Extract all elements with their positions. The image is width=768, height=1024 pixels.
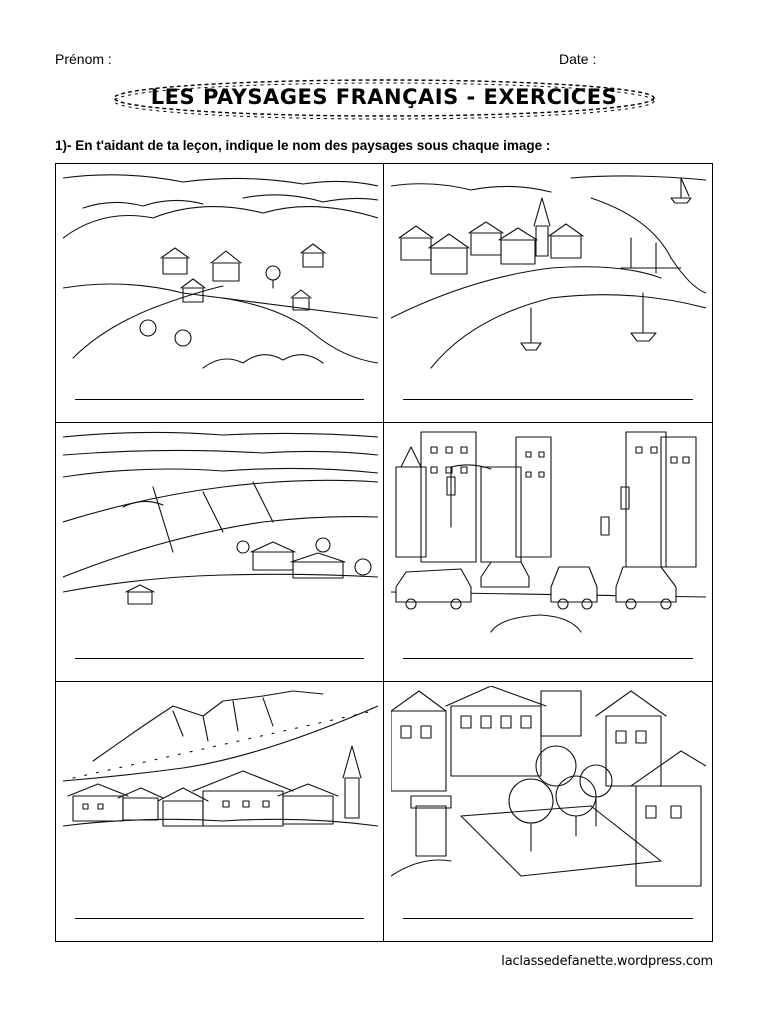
footer-credit: laclassedefanette.wordpress.com	[501, 954, 713, 969]
mountain-ski-village-illustration	[63, 686, 378, 896]
village-countryside-illustration	[63, 168, 378, 378]
answer-line-2[interactable]	[403, 399, 693, 400]
prenom-label: Prénom :	[55, 51, 112, 67]
question-1: 1)- En t'aidant de ta leçon, indique le nom des paysages sous chaque image :	[55, 138, 551, 153]
answer-line-1[interactable]	[75, 399, 364, 400]
exercise-grid	[55, 163, 713, 942]
answer-line-6[interactable]	[403, 918, 693, 919]
exercise-cell-2	[384, 164, 712, 423]
exercise-cell-6	[384, 682, 712, 941]
title-banner	[110, 78, 658, 122]
date-label: Date :	[559, 51, 597, 67]
exercise-cell-5	[56, 682, 384, 941]
exercise-cell-4	[384, 423, 712, 682]
town-square-illustration	[391, 686, 706, 896]
answer-line-4[interactable]	[403, 658, 693, 659]
answer-line-5[interactable]	[75, 918, 364, 919]
exercise-cell-3	[56, 423, 384, 682]
page-title: LES PAYSAGES FRANÇAIS - EXERCICES	[150, 85, 618, 109]
answer-line-3[interactable]	[75, 658, 364, 659]
city-street-traffic-illustration	[391, 427, 706, 637]
exercise-cell-1	[56, 164, 384, 423]
farm-fields-illustration	[63, 427, 378, 637]
coastal-port-town-illustration	[391, 168, 706, 378]
